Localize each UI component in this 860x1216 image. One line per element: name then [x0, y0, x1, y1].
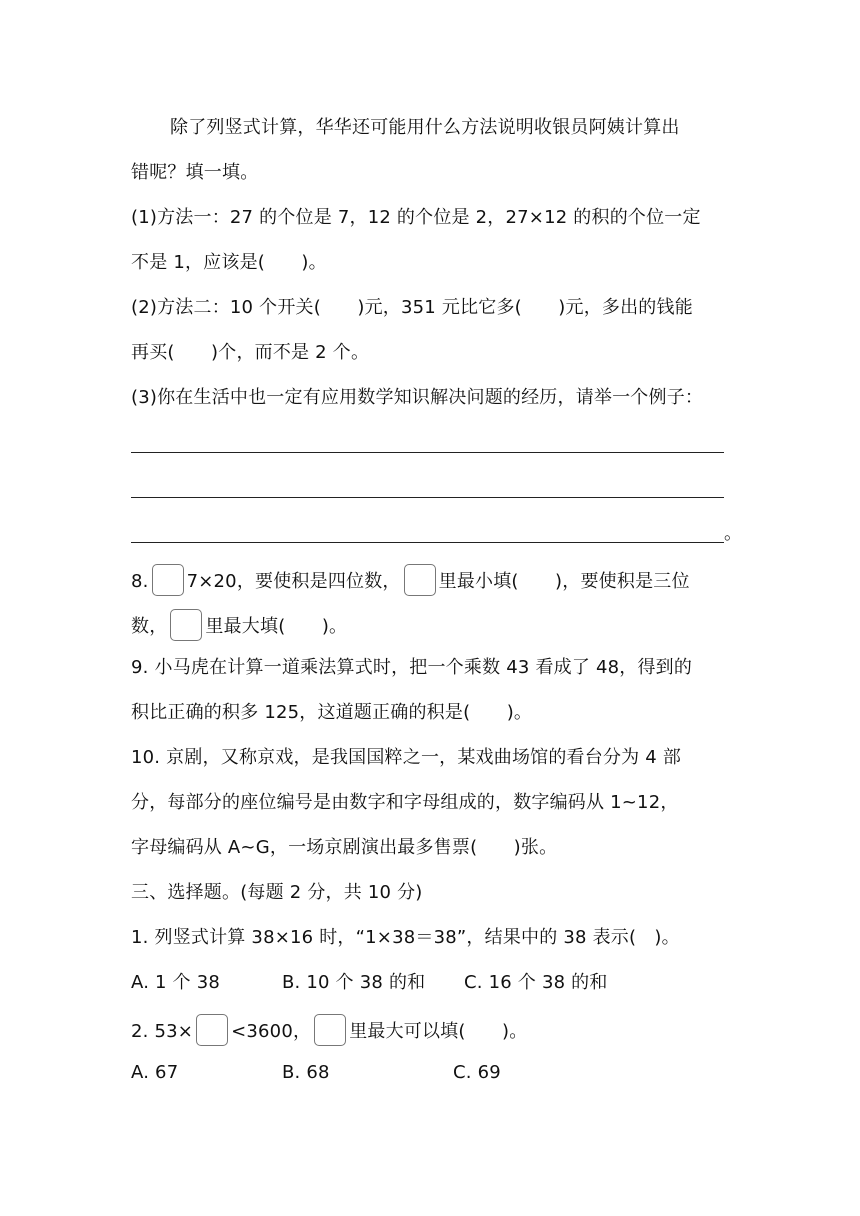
- answer-box[interactable]: [314, 1014, 346, 1046]
- question-10-line-1: 10. 京剧，又称京戏，是我国国粹之一，某戏曲场馆的看台分为 4 部: [131, 747, 682, 768]
- part1-line-1: (1)方法一：27 的个位是 7，12 的个位是 2，27×12 的积的个位一定: [131, 207, 701, 228]
- question-10-line-2: 分，每部分的座位编号是由数字和字母组成的，数字编码从 1~12，: [131, 792, 679, 813]
- question-8-text-3: 数，: [131, 616, 168, 637]
- choice-2-option-a[interactable]: A. 67: [131, 1062, 179, 1083]
- part1-line-2: 不是 1，应该是( )。: [131, 252, 327, 273]
- question-8-text-4: 里最大填( )。: [205, 616, 348, 637]
- choice-1-option-c[interactable]: C. 16 个 38 的和: [464, 972, 608, 993]
- question-8-line-2: [131, 611, 347, 643]
- choice-1-stem: 1. 列竖式计算 38×16 时，“1×38＝38”，结果中的 38 表示( )。: [131, 927, 680, 948]
- choice-2-text-1: 2. 53×: [131, 1021, 194, 1042]
- question-8-number: 8.: [131, 571, 149, 592]
- choice-2-option-c[interactable]: C. 69: [453, 1062, 501, 1083]
- question-8-text-1: 7×20，要使积是四位数，: [186, 571, 401, 592]
- question-10-line-3: 字母编码从 A~G，一场京剧演出最多售票( )张。: [131, 837, 558, 858]
- question-9-line-1: 9. 小马虎在计算一道乘法算式时，把一个乘数 43 看成了 48，得到的: [131, 657, 693, 678]
- choice-2-option-b[interactable]: B. 68: [282, 1062, 330, 1083]
- part2-line-2: 再买( )个，而不是 2 个。: [131, 342, 370, 363]
- answer-box[interactable]: [152, 564, 184, 596]
- choice-2-stem: [131, 1016, 527, 1048]
- answer-end-mark: 。: [724, 523, 743, 544]
- choice-2-text-2: <3600，: [231, 1021, 312, 1042]
- answer-line-1: [131, 452, 724, 453]
- choice-2-text-3: 里最大可以填( )。: [349, 1021, 528, 1042]
- question-8-line-1: [131, 566, 690, 598]
- part2-line-1: (2)方法二：10 个开关( )元，351 元比它多( )元，多出的钱能: [131, 297, 693, 318]
- answer-line-3: [131, 542, 724, 543]
- part3-line-1: (3)你在生活中也一定有应用数学知识解决问题的经历，请举一个例子：: [131, 387, 704, 408]
- intro-line-2: 错呢？填一填。: [131, 162, 259, 183]
- answer-line-2: [131, 497, 724, 498]
- choice-1-option-a[interactable]: A. 1 个 38: [131, 972, 221, 993]
- question-9-line-2: 积比正确的积多 125，这道题正确的积是( )。: [131, 702, 533, 723]
- answer-box[interactable]: [170, 609, 202, 641]
- choice-1-option-b[interactable]: B. 10 个 38 的和: [282, 972, 426, 993]
- answer-box[interactable]: [196, 1014, 228, 1046]
- intro-line-1: 除了列竖式计算，华华还可能用什么方法说明收银员阿姨计算出: [170, 117, 680, 138]
- section-3-heading: 三、选择题。(每题 2 分，共 10 分): [131, 882, 423, 903]
- answer-box[interactable]: [404, 564, 436, 596]
- question-8-text-2: 里最小填( )，要使积是三位: [438, 571, 690, 592]
